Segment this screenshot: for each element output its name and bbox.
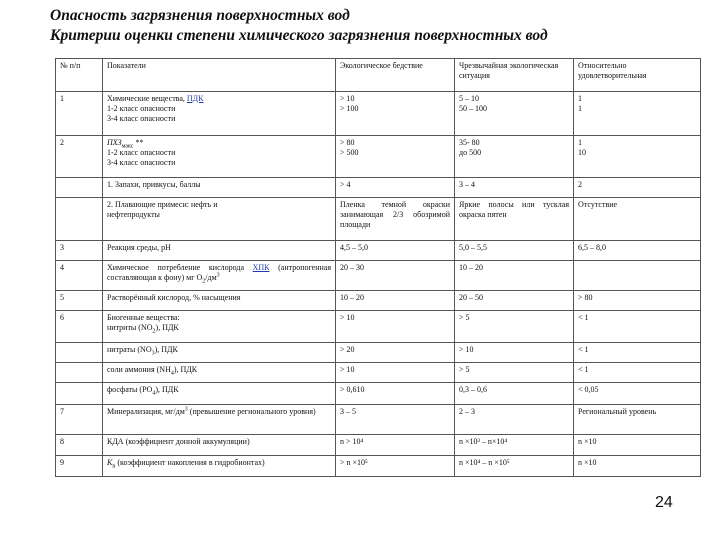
- row-satisfactory: < 1: [574, 363, 701, 383]
- header-disaster: Экологическое бедствие: [336, 59, 455, 92]
- row-num: 6: [56, 311, 103, 343]
- indicator-text: соли аммония (NH: [107, 365, 171, 374]
- table-header-row: [56, 59, 701, 92]
- row-satisfactory: 6,5 – 8,0: [574, 241, 701, 261]
- row-satisfactory: n ×10: [574, 456, 701, 477]
- row-disaster: n > 10⁴: [336, 435, 455, 456]
- header-num: № п/п: [56, 59, 103, 92]
- row-disaster: 10 – 20: [336, 291, 455, 311]
- table-row: [56, 291, 701, 311]
- indicator-text: Химические вещества,: [107, 94, 187, 103]
- indicator-text: Минерализация, мг/дм: [107, 407, 185, 416]
- row-indicator: КДА (коэффициент донной аккумуляции): [103, 435, 336, 456]
- indicator-text: ), ПДК: [154, 345, 178, 354]
- row-num: 5: [56, 291, 103, 311]
- row-emergency: > 5: [455, 363, 574, 383]
- table-row: [56, 92, 701, 136]
- row-satisfactory: < 0,05: [574, 383, 701, 405]
- title-block: [50, 6, 548, 46]
- table-row: [56, 405, 701, 435]
- indicator-sub: 2: [202, 278, 206, 285]
- row-satisfactory: < 1: [574, 343, 701, 363]
- table-row: [56, 456, 701, 477]
- indicator-text: нитриты (NO: [107, 323, 153, 332]
- indicator-text: ), ПДК: [155, 323, 179, 332]
- indicator-sub: 4: [170, 370, 174, 377]
- row-num: 3: [56, 241, 103, 261]
- indicator-text: 1-2 класс опасности: [107, 104, 176, 113]
- row-satisfactory: n ×10: [574, 435, 701, 456]
- row-indicator: 1. Запахи, привкусы, баллы: [103, 178, 336, 198]
- row-num: 9: [56, 456, 103, 477]
- row-disaster: > 10: [336, 311, 455, 343]
- row-indicator: [103, 363, 336, 383]
- indicator-text: (коэффициент накопления в гидробионтах): [115, 458, 265, 467]
- row-disaster: Пленка темной окраски занимающая 2/3 обозримой площади: [336, 198, 455, 241]
- row-num: 2: [56, 136, 103, 178]
- indicator-text: /дм: [205, 273, 217, 282]
- row-emergency: > 5: [455, 311, 574, 343]
- row-disaster: > 10: [336, 363, 455, 383]
- indicator-sub: макс: [121, 143, 134, 150]
- table-row: [56, 383, 701, 405]
- xpk-link[interactable]: ХПК: [252, 263, 270, 272]
- header-emergency: Чрезвычайная экологическая ситуация: [455, 59, 574, 92]
- row-emergency: 20 – 50: [455, 291, 574, 311]
- indicator-sup: 3: [216, 272, 220, 279]
- row-satisfactory: 1 1: [574, 92, 701, 136]
- row-satisfactory: 1 10: [574, 136, 701, 178]
- indicator-text: 3-4 класс опасности: [107, 114, 176, 123]
- row-disaster: 20 – 30: [336, 261, 455, 291]
- row-satisfactory: [574, 261, 701, 291]
- indicator-text: (антропогенная составляющая к фону) мг О: [107, 263, 331, 282]
- indicator-text: ), ПДК: [155, 385, 179, 394]
- indicator-text: нитраты (NO: [107, 345, 152, 354]
- indicator-sub: 2: [152, 328, 156, 335]
- indicator-text: фосфаты (PO: [107, 385, 153, 394]
- row-satisfactory: 2: [574, 178, 701, 198]
- row-indicator: [103, 343, 336, 363]
- row-indicator: [103, 456, 336, 477]
- header-indicator: Показатели: [103, 59, 336, 92]
- indicator-text: ПХЗ: [107, 138, 122, 147]
- row-num: 1: [56, 92, 103, 136]
- table-row: [56, 435, 701, 456]
- table-row: [56, 311, 701, 343]
- indicator-sub: 4: [152, 390, 156, 397]
- row-disaster: 4,5 – 5,0: [336, 241, 455, 261]
- row-disaster: > n ×10⁵: [336, 456, 455, 477]
- row-satisfactory: Отсутствие: [574, 198, 701, 241]
- indicator-text: (превышение регионального уровня): [187, 407, 316, 416]
- row-satisfactory: Региональный уровень: [574, 405, 701, 435]
- indicator-text: Биогенные вещества:: [107, 313, 180, 322]
- row-emergency: 35- 80 до 500: [455, 136, 574, 178]
- row-emergency: 2 – 3: [455, 405, 574, 435]
- table-row: [56, 136, 701, 178]
- table-row: [56, 343, 701, 363]
- header-satisfactory: Относительно удовлетворительная: [574, 59, 701, 92]
- row-indicator: [103, 383, 336, 405]
- indicator-text: 3-4 класс опасности: [107, 158, 176, 167]
- row-indicator: [103, 405, 336, 435]
- table-row: [56, 178, 701, 198]
- indicator-text: ), ПДК: [173, 365, 198, 374]
- row-indicator: [103, 261, 336, 291]
- row-emergency: 0,3 – 0,6: [455, 383, 574, 405]
- row-num: [56, 343, 103, 363]
- row-num: [56, 198, 103, 241]
- indicator-text: K: [107, 458, 113, 467]
- row-emergency: Яркие полосы или тусклая окраска пятен: [455, 198, 574, 241]
- row-satisfactory: > 80: [574, 291, 701, 311]
- row-emergency: n ×10⁴ – n ×10⁵: [455, 456, 574, 477]
- row-indicator: Растворённый кислород, % насыщения: [103, 291, 336, 311]
- row-emergency: 5,0 – 5,5: [455, 241, 574, 261]
- row-indicator: [103, 92, 336, 136]
- row-satisfactory: < 1: [574, 311, 701, 343]
- indicator-sup: 3: [184, 406, 188, 413]
- indicator-star: **: [133, 138, 144, 147]
- table-row: [56, 363, 701, 383]
- row-num: [56, 178, 103, 198]
- row-num: 7: [56, 405, 103, 435]
- row-num: 8: [56, 435, 103, 456]
- page-title-line2: Критерии оценки степени химического загрязнения поверхностных вод: [50, 27, 548, 44]
- table-row: [56, 198, 701, 241]
- page-number: 24: [655, 494, 673, 511]
- row-emergency: > 10: [455, 343, 574, 363]
- row-disaster: 3 – 5: [336, 405, 455, 435]
- table-row: [56, 261, 701, 291]
- row-num: [56, 363, 103, 383]
- row-disaster: > 80 > 500: [336, 136, 455, 178]
- indicator-text: 1-2 класс опасности: [107, 148, 176, 157]
- row-disaster: > 20: [336, 343, 455, 363]
- criteria-table: [55, 58, 701, 477]
- row-indicator: [103, 311, 336, 343]
- page-title-line1: Опасность загрязнения поверхностных вод: [50, 7, 350, 24]
- table-row: [56, 241, 701, 261]
- row-emergency: n ×10³ – n×10⁴: [455, 435, 574, 456]
- row-emergency: 5 – 10 50 – 100: [455, 92, 574, 136]
- indicator-sub: n: [112, 463, 116, 470]
- indicator-text: Химическое потребление кислорода: [107, 263, 253, 272]
- row-disaster: > 0,610: [336, 383, 455, 405]
- row-indicator: 2. Плавающие примеси: нефть и нефтепродукты: [103, 198, 336, 241]
- indicator-sub: 3: [151, 350, 155, 357]
- row-num: [56, 383, 103, 405]
- row-num: 4: [56, 261, 103, 291]
- row-disaster: > 4: [336, 178, 455, 198]
- pdk-link[interactable]: ПДК: [186, 94, 204, 103]
- row-emergency: 3 – 4: [455, 178, 574, 198]
- row-indicator: [103, 136, 336, 178]
- row-emergency: 10 – 20: [455, 261, 574, 291]
- row-indicator: Реакция среды, рН: [103, 241, 336, 261]
- row-disaster: > 10 > 100: [336, 92, 455, 136]
